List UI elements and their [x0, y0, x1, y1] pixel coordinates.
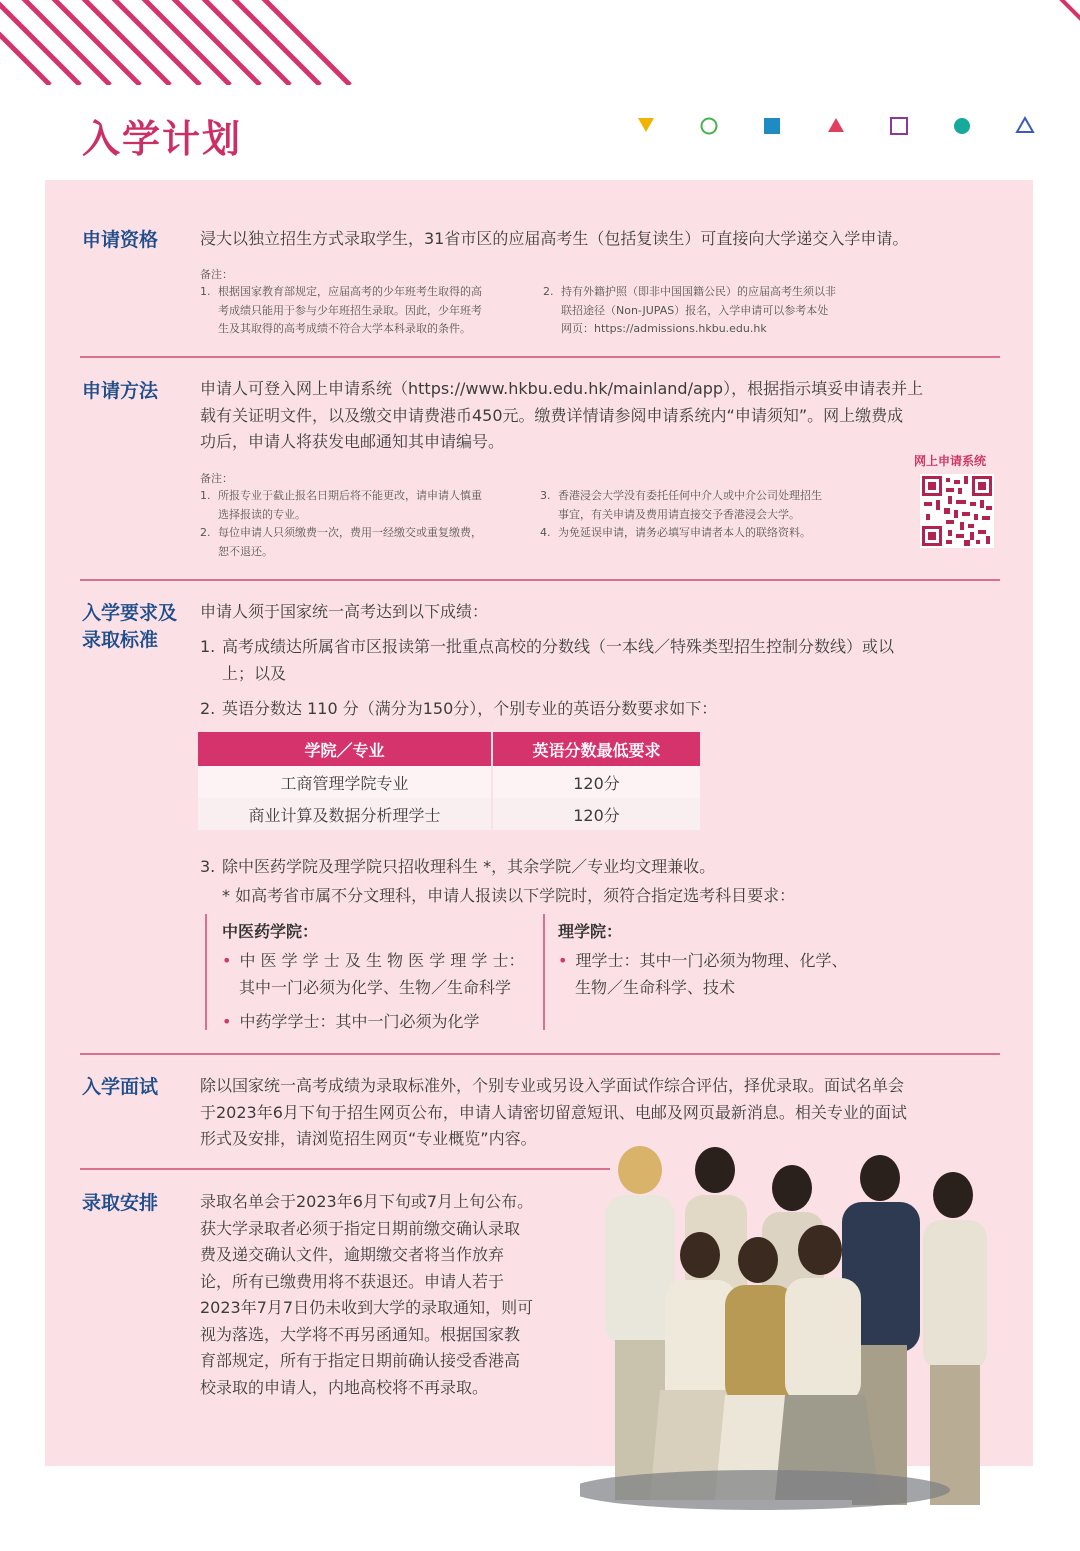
- method-note-4: 4. 为免延误申请，请务必填写申请者本人的联络资料。: [540, 526, 811, 539]
- eligibility-label: 申请资格: [82, 229, 159, 251]
- admission-text: 录取名单会于2023年6月下旬或7月上旬公布。 获大学录取者必须于指定日期前缴交确认录取 费及递交确认文件，逾期缴交者将当作放弃 论，所有已缴费用将不获退还。申请人若于 2023年7月7日仍未收到大学的录取通知，则可 视为落选，大学将不再另函通知。根据国家教 育部规定，所有于指定日期前确认接受香港高 校录取的申请人，内地高校将不再录取。: [200, 1192, 534, 1397]
- qr-label: 网上申请系统: [914, 454, 987, 468]
- requirement-item-3-number: 3.: [200, 857, 216, 876]
- requirement-item-3: 除中医药学院及理学院只招收理科生 *，其余学院／专业均文理兼收。: [222, 857, 716, 876]
- tcm-item-2: • 中药学学士：其中一门必须为化学: [222, 1012, 480, 1031]
- qr-code-icon[interactable]: [920, 474, 994, 548]
- eligibility-notes-title: 备注：: [200, 268, 233, 281]
- divider: [80, 579, 1000, 581]
- divider: [80, 1168, 610, 1170]
- tcm-school-heading: 中医药学院：: [222, 922, 319, 941]
- interview-text: 除以国家统一高考成绩为录取标准外，个别专业或另设入学面试作综合评估，择优录取。面试名单会 于2023年6月下旬于招生网页公布，申请人请密切留意短讯、电邮及网页最新消息。相关专业的面试 形式及安排，请浏览招生网页“专业概览”内容。: [200, 1076, 907, 1148]
- method-text: 申请人可登入网上申请系统（https://www.hkbu.edu.hk/mainland/app），根据指示填妥申请表并上 载有关证明文件，以及缴交申请费港币450元。缴费详情请参阅申请系统内“申请须知”。网上缴费成 功后，申请人将获发电邮通知其申请编号。: [200, 379, 924, 451]
- stripe-decoration: [0, 0, 360, 85]
- requirement-item-2: 英语分数达 110 分（满分为150分），个别专业的英语分数要求如下：: [222, 699, 718, 718]
- method-label: 申请方法: [82, 380, 159, 402]
- circle-icon: [954, 118, 970, 134]
- column-divider: [205, 914, 207, 1030]
- requirements-label: 入学要求及 录取标准: [82, 602, 178, 651]
- eligibility-text: 浸大以独立招生方式录取学生，31省市区的应届高考生（包括复读生）可直接向大学递交入学申请。: [200, 229, 909, 248]
- corner-stripe-decoration: [1040, 0, 1080, 30]
- requirements-intro: 申请人须于国家统一高考达到以下成绩：: [200, 602, 489, 621]
- triangle-up-icon: [828, 118, 844, 132]
- square-icon: [764, 118, 780, 134]
- science-item-1: • 理学士：其中一门必须为物理、化学、 生物／生命科学、技术: [558, 951, 848, 997]
- table-row: [198, 766, 700, 798]
- students-group-photo: [580, 1140, 1010, 1520]
- eligibility-note-1: 1. 根据国家教育部规定，应届高考的少年班考生取得的高 考成绩只能用于参与少年班招生录取。因此，少年班考 生及其取得的高考成绩不符合大学本科录取的条件。: [200, 285, 482, 335]
- table-header: 英语分数最低要求: [492, 732, 700, 766]
- column-divider: [543, 914, 545, 1030]
- triangle-outline-icon: [1017, 118, 1033, 132]
- tcm-item-1: • 中 医 学 学 士 及 生 物 医 学 理 学 士： 其中一门必须为化学、生物／生命科学: [222, 951, 525, 997]
- method-note-2: 2. 每位申请人只须缴费一次，费用一经缴交或重复缴费， 恕不退还。: [200, 526, 482, 558]
- requirement-item-1-number: 1.: [200, 637, 216, 656]
- admission-label: 录取安排: [82, 1192, 159, 1214]
- eligibility-note-2: 2. 持有外籍护照（即非中国国籍公民）的应届高考生须以非 联招途径（Non-JUPAS）报名，入学申请可以参考本处 网页：https://admissions.hkbu.edu.hk: [543, 285, 836, 335]
- requirement-item-2-number: 2.: [200, 699, 216, 718]
- method-notes-title: 备注：: [200, 472, 233, 485]
- decor-shapes-row: [630, 112, 1040, 140]
- square-outline-icon: [891, 118, 907, 134]
- english-requirement-table: [198, 732, 700, 830]
- table-cell: 120分: [492, 798, 700, 830]
- requirement-item-1: 高考成绩达所属省市区报读第一批重点高校的分数线（一本线／特殊类型招生控制分数线）或以 上；以及: [222, 637, 895, 683]
- divider: [80, 1053, 1000, 1055]
- method-note-3: 3. 香港浸会大学没有委托任何中介人或中介公司处理招生 事宜，有关申请及费用请直接交予香港浸会大学。: [540, 489, 822, 521]
- table-cell: 120分: [492, 766, 700, 798]
- method-note-1: 1. 所报专业于截止报名日期后将不能更改，请申请人慎重 选择报读的专业。: [200, 489, 482, 521]
- table-header: 学院／专业: [198, 732, 492, 766]
- table-row: [198, 798, 700, 830]
- table-cell: 工商管理学院专业: [198, 766, 492, 798]
- requirement-item-3-note: * 如高考省市属不分文理科，申请人报读以下学院时，须符合指定选考科目要求：: [222, 886, 796, 905]
- divider: [80, 356, 1000, 358]
- circle-outline-icon: [702, 119, 717, 134]
- table-cell: 商业计算及数据分析理学士: [198, 798, 492, 830]
- interview-label: 入学面试: [82, 1076, 159, 1098]
- page-title: 入学计划: [82, 117, 243, 161]
- science-school-heading: 理学院：: [558, 922, 623, 941]
- triangle-down-icon: [638, 118, 654, 132]
